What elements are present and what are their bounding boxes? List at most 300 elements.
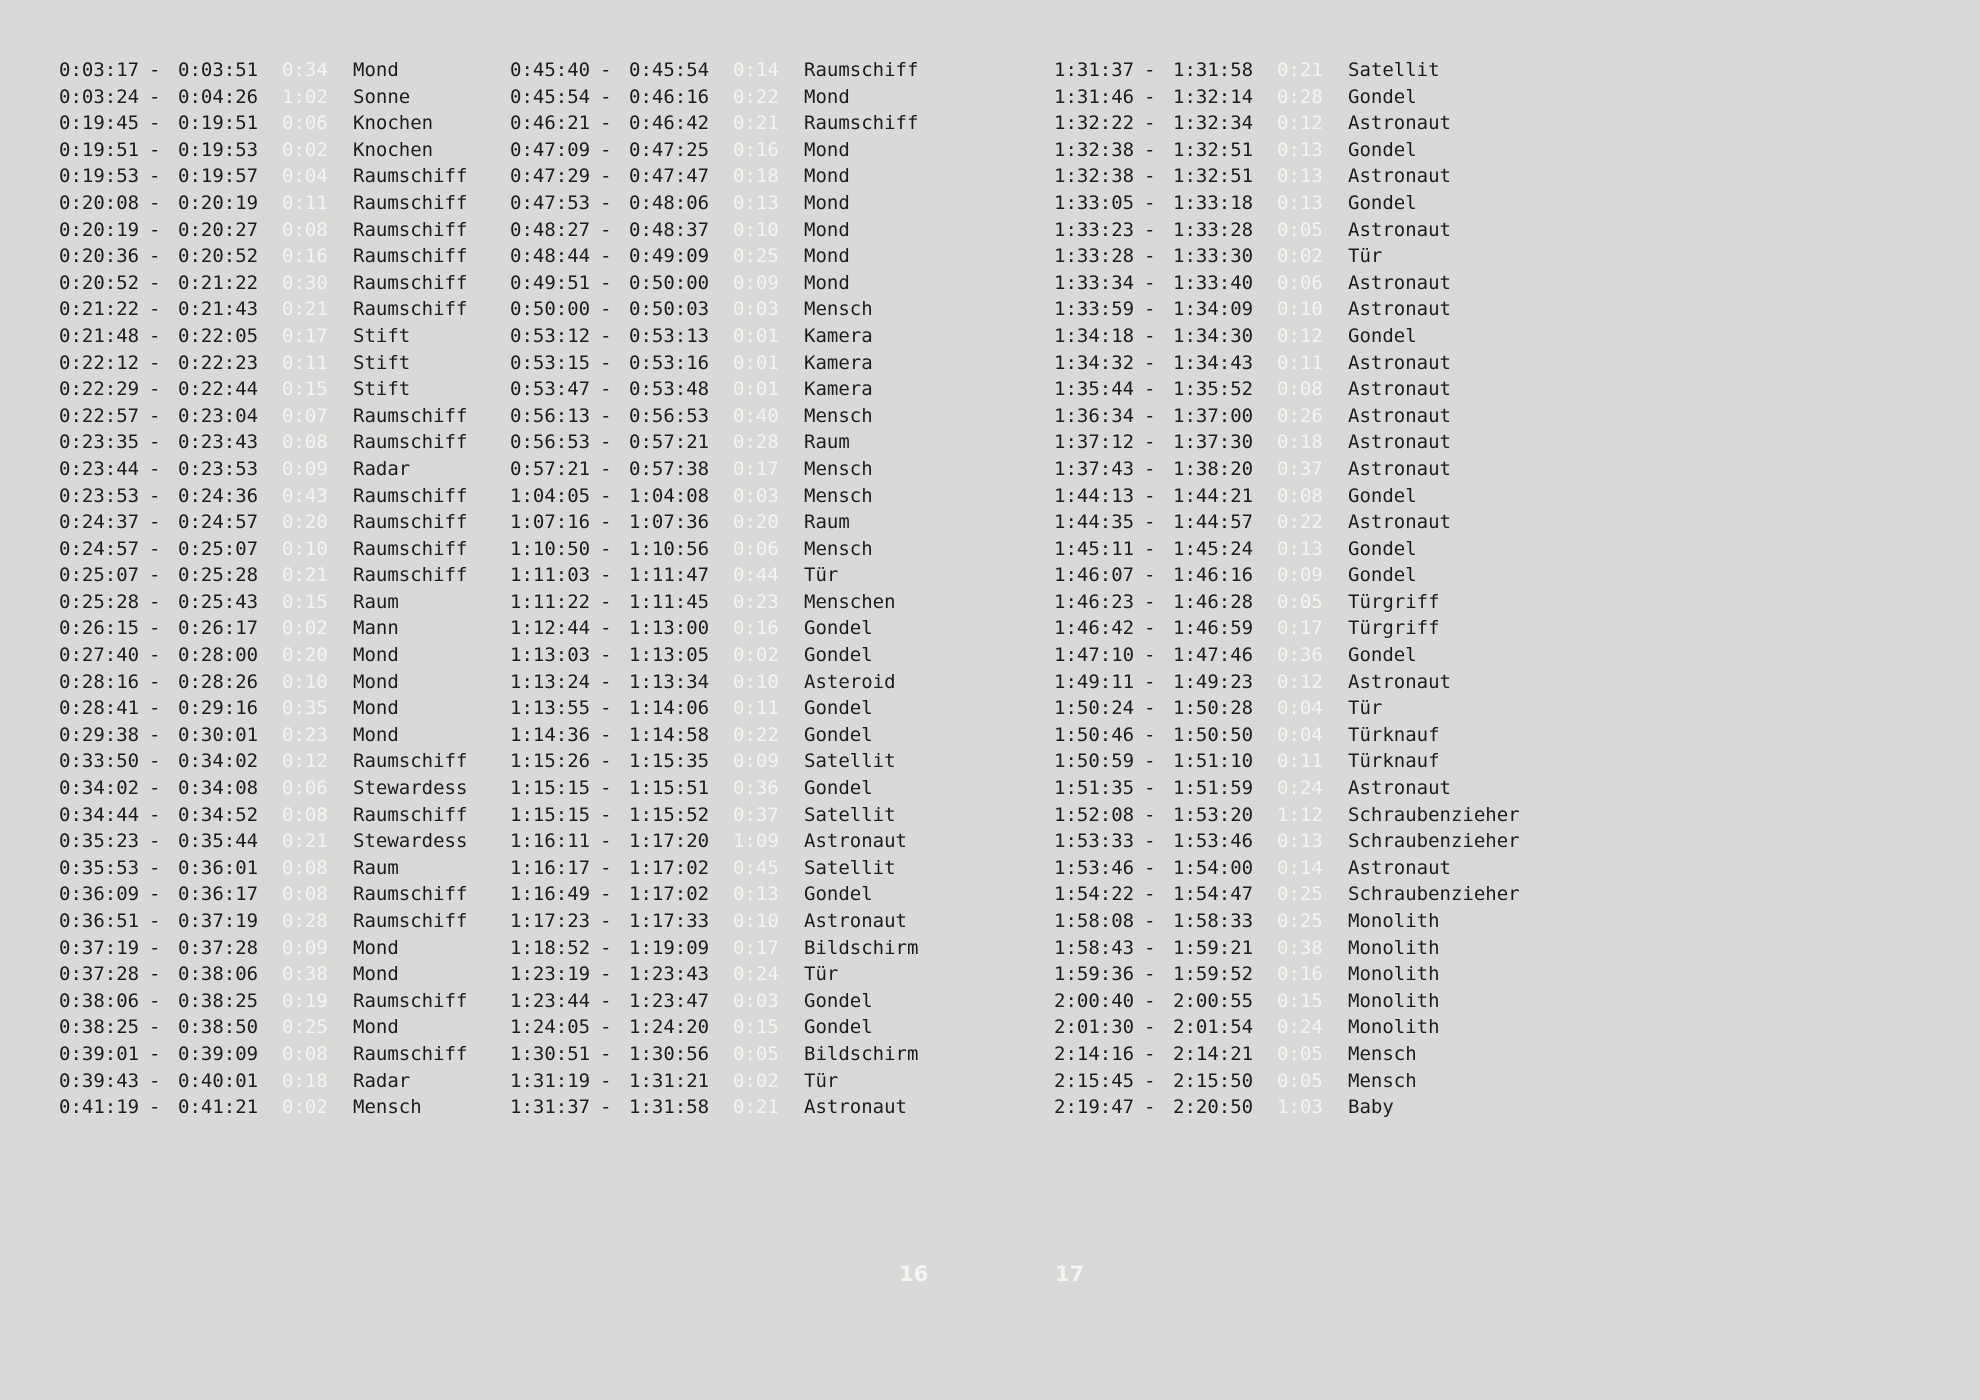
range-separator: - xyxy=(1144,883,1156,906)
range-separator: - xyxy=(600,723,612,746)
duration: 0:02 xyxy=(1277,245,1323,268)
range-separator: - xyxy=(149,617,161,640)
end-time: 1:51:59 xyxy=(1173,777,1254,800)
end-time: 0:20:52 xyxy=(178,245,259,268)
start-time: 0:57:21 xyxy=(510,457,591,480)
shot-label: Raumschiff xyxy=(353,298,468,321)
duration: 0:10 xyxy=(1277,298,1323,321)
duration: 0:43 xyxy=(282,484,328,507)
range-separator: - xyxy=(600,590,612,613)
shot-label: Mond xyxy=(353,670,399,693)
range-separator: - xyxy=(600,165,612,188)
range-separator: - xyxy=(600,431,612,454)
shot-label: Astronaut xyxy=(804,910,907,932)
range-separator: - xyxy=(149,484,161,507)
end-time: 0:39:09 xyxy=(178,1042,259,1065)
end-time: 1:24:20 xyxy=(629,1016,710,1039)
range-separator: - xyxy=(600,484,612,507)
start-time: 0:53:15 xyxy=(510,351,591,374)
shot-label: Raum xyxy=(353,590,399,613)
end-time: 1:11:45 xyxy=(629,590,710,613)
end-time: 1:07:36 xyxy=(629,511,710,534)
shot-label: Monolith xyxy=(1348,1016,1440,1039)
shot-label: Gondel xyxy=(804,723,873,746)
end-time: 1:13:34 xyxy=(629,670,710,693)
end-time: 2:00:55 xyxy=(1173,989,1254,1012)
duration: 0:21 xyxy=(282,830,328,853)
range-separator: - xyxy=(1144,590,1156,613)
end-time: 0:48:06 xyxy=(629,191,710,214)
start-time: 0:56:13 xyxy=(510,404,591,427)
end-time: 1:46:59 xyxy=(1173,617,1254,640)
shot-label: Kamera xyxy=(804,351,873,374)
start-time: 1:36:34 xyxy=(1054,404,1135,427)
duration: 0:45 xyxy=(733,856,779,879)
shot-label: Mensch xyxy=(804,484,873,507)
start-time: 1:50:46 xyxy=(1054,723,1135,746)
duration: 0:02 xyxy=(282,617,328,640)
shot-label: Mond xyxy=(804,191,850,214)
start-time: 1:12:44 xyxy=(510,617,591,640)
duration: 0:16 xyxy=(733,617,779,640)
page-number-left: 16 xyxy=(899,1262,929,1286)
start-time: 0:20:19 xyxy=(59,218,140,241)
end-time: 0:34:08 xyxy=(178,777,259,800)
duration: 0:37 xyxy=(733,803,779,826)
range-separator: - xyxy=(149,1042,161,1065)
duration: 0:38 xyxy=(282,963,328,986)
shot-label: Mensch xyxy=(804,404,873,427)
start-time: 1:30:51 xyxy=(510,1042,591,1065)
start-time: 0:34:44 xyxy=(59,803,140,826)
range-separator: - xyxy=(149,590,161,613)
duration: 0:05 xyxy=(1277,218,1323,241)
end-time: 1:49:23 xyxy=(1173,670,1254,693)
range-separator: - xyxy=(149,298,161,321)
shot-label: Raum xyxy=(353,856,399,879)
start-time: 0:38:06 xyxy=(59,989,140,1012)
shot-label: Raumschiff xyxy=(353,989,468,1012)
duration: 0:24 xyxy=(1277,777,1323,800)
shot-label: Mensch xyxy=(1348,1069,1417,1092)
start-time: 0:36:51 xyxy=(59,910,140,932)
start-time: 0:27:40 xyxy=(59,644,140,667)
duration: 0:10 xyxy=(733,218,779,241)
duration: 0:05 xyxy=(1277,1042,1323,1065)
end-time: 1:44:57 xyxy=(1173,511,1254,534)
duration: 0:16 xyxy=(733,138,779,161)
start-time: 0:20:52 xyxy=(59,271,140,294)
duration: 0:06 xyxy=(733,537,779,560)
range-separator: - xyxy=(1144,378,1156,401)
duration: 0:18 xyxy=(1277,431,1323,454)
duration: 0:08 xyxy=(282,803,328,826)
end-time: 0:53:13 xyxy=(629,324,710,347)
page-number-right: 17 xyxy=(1055,1262,1085,1286)
shot-label: Monolith xyxy=(1348,963,1440,986)
shot-label: Raumschiff xyxy=(353,537,468,560)
end-time: 1:44:21 xyxy=(1173,484,1254,507)
start-time: 1:53:33 xyxy=(1054,830,1135,853)
end-time: 0:38:25 xyxy=(178,989,259,1012)
end-time: 1:32:14 xyxy=(1173,85,1254,108)
range-separator: - xyxy=(149,777,161,800)
shot-label: Gondel xyxy=(1348,644,1417,667)
end-time: 1:15:52 xyxy=(629,803,710,826)
shot-label: Raumschiff xyxy=(353,404,468,427)
end-time: 1:33:30 xyxy=(1173,245,1254,268)
end-time: 1:32:51 xyxy=(1173,165,1254,188)
start-time: 0:46:21 xyxy=(510,112,591,135)
range-separator: - xyxy=(600,191,612,214)
start-time: 1:13:03 xyxy=(510,644,591,667)
range-separator: - xyxy=(149,1069,161,1092)
duration: 0:22 xyxy=(733,85,779,108)
end-time: 0:35:44 xyxy=(178,830,259,853)
range-separator: - xyxy=(149,910,161,932)
start-time: 0:35:53 xyxy=(59,856,140,879)
start-time: 1:59:36 xyxy=(1054,963,1135,986)
shot-label: Mensch xyxy=(804,298,873,321)
duration: 0:10 xyxy=(282,537,328,560)
start-time: 1:15:15 xyxy=(510,803,591,826)
shot-label: Türgriff xyxy=(1348,590,1440,613)
range-separator: - xyxy=(600,936,612,959)
range-separator: - xyxy=(149,112,161,135)
range-separator: - xyxy=(149,670,161,693)
start-time: 0:19:45 xyxy=(59,112,140,135)
end-time: 1:35:52 xyxy=(1173,378,1254,401)
end-time: 1:37:30 xyxy=(1173,431,1254,454)
shot-label: Satellit xyxy=(1348,59,1440,81)
duration: 0:35 xyxy=(282,697,328,720)
shot-label: Mond xyxy=(804,85,850,108)
range-separator: - xyxy=(149,165,161,188)
range-separator: - xyxy=(600,883,612,906)
end-time: 0:28:26 xyxy=(178,670,259,693)
range-separator: - xyxy=(149,989,161,1012)
duration: 0:34 xyxy=(282,59,328,81)
shot-label: Astronaut xyxy=(1348,298,1451,321)
duration: 0:02 xyxy=(282,138,328,161)
duration: 0:21 xyxy=(282,564,328,587)
start-time: 0:28:41 xyxy=(59,697,140,720)
shot-label: Tür xyxy=(804,564,839,587)
shot-label: Schraubenzieher xyxy=(1348,830,1520,853)
end-time: 1:33:18 xyxy=(1173,191,1254,214)
start-time: 0:21:48 xyxy=(59,324,140,347)
range-separator: - xyxy=(1144,803,1156,826)
start-time: 0:25:07 xyxy=(59,564,140,587)
end-time: 0:46:16 xyxy=(629,85,710,108)
range-separator: - xyxy=(149,138,161,161)
duration: 0:10 xyxy=(733,670,779,693)
range-separator: - xyxy=(1144,989,1156,1012)
range-separator: - xyxy=(1144,856,1156,879)
end-time: 1:30:56 xyxy=(629,1042,710,1065)
start-time: 0:22:57 xyxy=(59,404,140,427)
shot-label: Raumschiff xyxy=(353,245,468,268)
start-time: 1:32:22 xyxy=(1054,112,1135,135)
end-time: 0:22:23 xyxy=(178,351,259,374)
start-time: 0:20:36 xyxy=(59,245,140,268)
shot-label: Schraubenzieher xyxy=(1348,883,1520,906)
duration: 0:12 xyxy=(1277,670,1323,693)
range-separator: - xyxy=(1144,617,1156,640)
start-time: 1:23:19 xyxy=(510,963,591,986)
range-separator: - xyxy=(149,1096,161,1119)
shot-label: Gondel xyxy=(1348,484,1417,507)
shot-label: Mond xyxy=(353,697,399,720)
shot-label: Astronaut xyxy=(1348,271,1451,294)
end-time: 0:34:02 xyxy=(178,750,259,773)
range-separator: - xyxy=(149,378,161,401)
duration: 0:08 xyxy=(282,1042,328,1065)
range-separator: - xyxy=(600,1042,612,1065)
end-time: 1:32:51 xyxy=(1173,138,1254,161)
shot-label: Gondel xyxy=(1348,324,1417,347)
range-separator: - xyxy=(149,644,161,667)
duration: 0:08 xyxy=(1277,484,1323,507)
shot-label: Astronaut xyxy=(1348,165,1451,188)
range-separator: - xyxy=(149,218,161,241)
range-separator: - xyxy=(600,564,612,587)
range-separator: - xyxy=(600,750,612,773)
shot-label: Radar xyxy=(353,457,411,480)
shot-label: Asteroid xyxy=(804,670,896,693)
range-separator: - xyxy=(1144,511,1156,534)
duration: 0:13 xyxy=(1277,191,1323,214)
end-time: 1:31:58 xyxy=(1173,59,1254,81)
duration: 0:21 xyxy=(733,1096,779,1119)
range-separator: - xyxy=(149,245,161,268)
range-separator: - xyxy=(600,856,612,879)
start-time: 1:35:44 xyxy=(1054,378,1135,401)
end-time: 0:30:01 xyxy=(178,723,259,746)
shot-label: Stift xyxy=(353,324,411,347)
duration: 0:10 xyxy=(733,910,779,932)
shot-label: Baby xyxy=(1348,1096,1394,1119)
duration: 0:08 xyxy=(282,431,328,454)
duration: 1:09 xyxy=(733,830,779,853)
range-separator: - xyxy=(1144,537,1156,560)
start-time: 0:22:29 xyxy=(59,378,140,401)
duration: 0:11 xyxy=(282,351,328,374)
range-separator: - xyxy=(600,1069,612,1092)
range-separator: - xyxy=(1144,564,1156,587)
shot-label: Raumschiff xyxy=(353,910,468,932)
shot-label: Gondel xyxy=(804,697,873,720)
duration: 0:06 xyxy=(1277,271,1323,294)
range-separator: - xyxy=(600,298,612,321)
range-separator: - xyxy=(600,644,612,667)
start-time: 0:23:44 xyxy=(59,457,140,480)
end-time: 1:46:28 xyxy=(1173,590,1254,613)
duration: 0:05 xyxy=(733,1042,779,1065)
range-separator: - xyxy=(149,404,161,427)
end-time: 0:21:43 xyxy=(178,298,259,321)
shot-label: Astronaut xyxy=(1348,777,1451,800)
start-time: 1:46:07 xyxy=(1054,564,1135,587)
range-separator: - xyxy=(149,457,161,480)
range-separator: - xyxy=(149,511,161,534)
shot-label: Stift xyxy=(353,351,411,374)
start-time: 0:23:35 xyxy=(59,431,140,454)
start-time: 1:16:11 xyxy=(510,830,591,853)
start-time: 0:48:27 xyxy=(510,218,591,241)
duration: 0:09 xyxy=(282,457,328,480)
range-separator: - xyxy=(1144,1042,1156,1065)
start-time: 1:16:49 xyxy=(510,883,591,906)
shot-label: Schraubenzieher xyxy=(1348,803,1520,826)
end-time: 0:25:43 xyxy=(178,590,259,613)
duration: 0:21 xyxy=(1277,59,1323,81)
shot-label: Menschen xyxy=(804,590,896,613)
end-time: 1:50:50 xyxy=(1173,723,1254,746)
shot-label: Raumschiff xyxy=(804,59,919,81)
range-separator: - xyxy=(149,1016,161,1039)
end-time: 0:23:53 xyxy=(178,457,259,480)
duration: 0:12 xyxy=(282,750,328,773)
shot-label: Gondel xyxy=(1348,191,1417,214)
range-separator: - xyxy=(1144,1069,1156,1092)
shot-label: Sonne xyxy=(353,85,411,108)
end-time: 1:34:09 xyxy=(1173,298,1254,321)
end-time: 0:20:27 xyxy=(178,218,259,241)
range-separator: - xyxy=(600,697,612,720)
shot-label: Mensch xyxy=(1348,1042,1417,1065)
range-separator: - xyxy=(149,351,161,374)
range-separator: - xyxy=(600,218,612,241)
duration: 0:11 xyxy=(733,697,779,720)
shot-label: Gondel xyxy=(804,777,873,800)
shot-label: Mond xyxy=(804,218,850,241)
start-time: 2:14:16 xyxy=(1054,1042,1135,1065)
start-time: 1:46:23 xyxy=(1054,590,1135,613)
duration: 0:25 xyxy=(1277,883,1323,906)
shot-label: Gondel xyxy=(1348,138,1417,161)
shot-label: Mensch xyxy=(804,537,873,560)
end-time: 1:17:02 xyxy=(629,883,710,906)
shot-label: Knochen xyxy=(353,138,434,161)
start-time: 1:58:43 xyxy=(1054,936,1135,959)
duration: 0:20 xyxy=(733,511,779,534)
shot-label: Kamera xyxy=(804,324,873,347)
shot-label: Gondel xyxy=(804,617,873,640)
duration: 0:13 xyxy=(733,883,779,906)
shot-label: Astronaut xyxy=(1348,218,1451,241)
range-separator: - xyxy=(149,750,161,773)
start-time: 0:19:51 xyxy=(59,138,140,161)
shot-label: Mond xyxy=(353,1016,399,1039)
duration: 0:23 xyxy=(282,723,328,746)
range-separator: - xyxy=(1144,298,1156,321)
start-time: 1:49:11 xyxy=(1054,670,1135,693)
shot-label: Astronaut xyxy=(1348,404,1451,427)
shot-label: Astronaut xyxy=(1348,856,1451,879)
start-time: 0:45:40 xyxy=(510,59,591,81)
start-time: 1:44:35 xyxy=(1054,511,1135,534)
shot-label: Mond xyxy=(353,963,399,986)
start-time: 1:15:26 xyxy=(510,750,591,773)
shot-label: Tür xyxy=(804,963,839,986)
start-time: 1:11:22 xyxy=(510,590,591,613)
start-time: 1:04:05 xyxy=(510,484,591,507)
range-separator: - xyxy=(149,191,161,214)
duration: 0:40 xyxy=(733,404,779,427)
duration: 0:06 xyxy=(282,112,328,135)
range-separator: - xyxy=(1144,750,1156,773)
range-separator: - xyxy=(149,936,161,959)
start-time: 1:32:38 xyxy=(1054,165,1135,188)
end-time: 0:19:53 xyxy=(178,138,259,161)
duration: 0:09 xyxy=(282,936,328,959)
end-time: 1:31:21 xyxy=(629,1069,710,1092)
range-separator: - xyxy=(600,537,612,560)
shot-label: Monolith xyxy=(1348,910,1440,932)
shot-label: Radar xyxy=(353,1069,411,1092)
end-time: 1:23:47 xyxy=(629,989,710,1012)
duration: 0:26 xyxy=(1277,404,1323,427)
duration: 0:19 xyxy=(282,989,328,1012)
end-time: 0:21:22 xyxy=(178,271,259,294)
duration: 0:15 xyxy=(733,1016,779,1039)
start-time: 0:29:38 xyxy=(59,723,140,746)
start-time: 1:58:08 xyxy=(1054,910,1135,932)
range-separator: - xyxy=(1144,670,1156,693)
end-time: 0:40:01 xyxy=(178,1069,259,1092)
start-time: 1:24:05 xyxy=(510,1016,591,1039)
start-time: 1:45:11 xyxy=(1054,537,1135,560)
shot-label: Raumschiff xyxy=(353,165,468,188)
duration: 0:14 xyxy=(733,59,779,81)
end-time: 0:36:17 xyxy=(178,883,259,906)
end-time: 1:13:05 xyxy=(629,644,710,667)
shot-label: Satellit xyxy=(804,856,896,879)
shot-label: Türgriff xyxy=(1348,617,1440,640)
start-time: 0:47:09 xyxy=(510,138,591,161)
duration: 0:17 xyxy=(733,457,779,480)
duration: 0:01 xyxy=(733,324,779,347)
end-time: 1:58:33 xyxy=(1173,910,1254,932)
duration: 0:18 xyxy=(282,1069,328,1092)
shot-label: Tür xyxy=(804,1069,839,1092)
end-time: 1:50:28 xyxy=(1173,697,1254,720)
duration: 0:02 xyxy=(733,644,779,667)
range-separator: - xyxy=(1144,1016,1156,1039)
start-time: 2:00:40 xyxy=(1054,989,1135,1012)
duration: 0:09 xyxy=(733,750,779,773)
end-time: 1:23:43 xyxy=(629,963,710,986)
shot-label: Mond xyxy=(804,245,850,268)
start-time: 1:13:55 xyxy=(510,697,591,720)
shot-label: Satellit xyxy=(804,750,896,773)
duration: 0:24 xyxy=(1277,1016,1323,1039)
end-time: 0:22:05 xyxy=(178,324,259,347)
start-time: 0:26:15 xyxy=(59,617,140,640)
end-time: 0:53:16 xyxy=(629,351,710,374)
shot-label: Gondel xyxy=(804,1016,873,1039)
shot-label: Astronaut xyxy=(1348,511,1451,534)
start-time: 1:37:43 xyxy=(1054,457,1135,480)
end-time: 1:46:16 xyxy=(1173,564,1254,587)
shot-label: Raumschiff xyxy=(353,484,468,507)
duration: 0:13 xyxy=(733,191,779,214)
range-separator: - xyxy=(1144,404,1156,427)
range-separator: - xyxy=(1144,324,1156,347)
shot-label: Stewardess xyxy=(353,777,468,800)
range-separator: - xyxy=(1144,351,1156,374)
